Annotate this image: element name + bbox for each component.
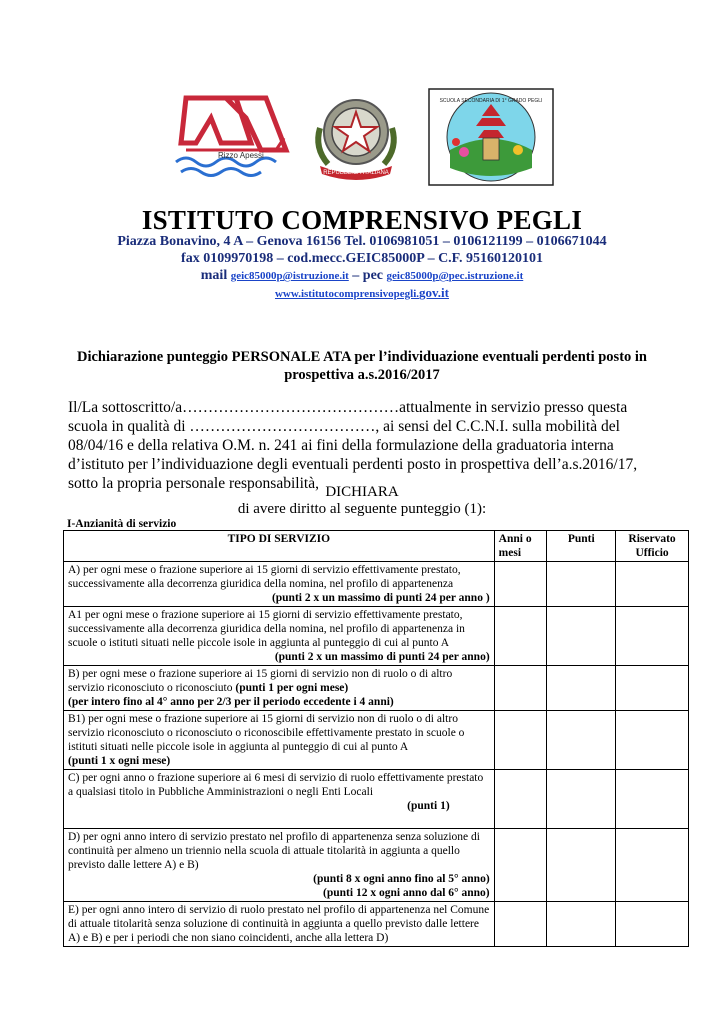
row-c-points-cell[interactable] bbox=[547, 770, 616, 829]
website-tld: gov.it bbox=[419, 285, 449, 300]
row-a1-office-cell bbox=[616, 607, 689, 666]
row-d-points-cell[interactable] bbox=[547, 829, 616, 902]
row-e-text: E) per ogni anno intero di servizio di ruolo prestato nel profilo di appartenenza nel Comune di attuale titolarità senza soluzione di continuità in aggiunta a quello previsto dalle lettere A) e B) e per i periodi che non siano coincidenti, anche alla lettera D) bbox=[68, 904, 490, 944]
row-d-desc bbox=[64, 829, 495, 902]
row-a-points: (punti 2 x un massimo di punti 24 per anno ) bbox=[271, 592, 490, 604]
pec-link[interactable]: geic85000p@pec.istruzione.it bbox=[386, 270, 524, 282]
table-row bbox=[64, 770, 689, 829]
website-line bbox=[0, 285, 724, 302]
row-a-years-cell[interactable] bbox=[494, 562, 547, 607]
row-e-years-cell[interactable] bbox=[494, 902, 547, 947]
rizzo-apessi-caption: Rizzo Apessi bbox=[218, 151, 264, 160]
declaration-body: Il/La sottoscritto/a……………………………………attualmente in servizio presso questa scuola in qualità di ………………………………, ai sensi del C.C.N.I. sulla mobilità del 08/04/16 e della relativa O.M. n. 241 ai fini della formulazione della graduatoria interna d’istituto per l’individuazione degli eventuali perdenti posto in prospettiva dell’a.s.2016/17, sotto la propria personale responsabilità, bbox=[68, 399, 638, 492]
row-e-office-cell bbox=[616, 902, 689, 947]
declaration-heading: DICHIARA bbox=[325, 484, 399, 500]
mail-link[interactable]: geic85000p@istruzione.it bbox=[230, 270, 349, 282]
row-a-points-cell[interactable] bbox=[547, 562, 616, 607]
row-b1-points: (punti 1 x ogni mese) bbox=[68, 755, 171, 767]
italian-republic-emblem bbox=[306, 88, 406, 180]
school-logo-caption: SCUOLA SECONDARIA DI 1° GRADO PEGLI bbox=[439, 98, 543, 104]
row-c-spacer bbox=[68, 813, 490, 827]
table-header-row bbox=[64, 531, 689, 562]
header-office-reserved: Riservato Ufficio bbox=[616, 531, 689, 562]
rizzo-apessi-logo bbox=[166, 88, 296, 180]
row-b-text: B) per ogni mese o frazione superiore ai 15 giorni di servizio non di ruolo o di altro servizio riconosciuto o riconosciuto bbox=[68, 668, 453, 694]
row-c-points: (punti 1) bbox=[407, 800, 450, 812]
row-a1-text: A1 per ogni mese o frazione superiore ai 15 giorni di servizio effettivamente prestato, successivamente alla decorrenza giuridica della nomina, nel profilo di appartenenza in scuole o istituti situati nelle piccole isole in aggiunta al punteggio di cui al punto A bbox=[68, 609, 465, 649]
declaration-subheading: di avere diritto al seguente punteggio (1): bbox=[237, 501, 487, 517]
row-d-points: (punti 8 x ogni anno fino al 5° anno) bbox=[313, 873, 490, 885]
row-d-points-note: (punti 12 x ogni anno dal 6° anno) bbox=[323, 887, 490, 899]
row-b-points: (punti 1 per ogni mese) bbox=[235, 682, 349, 694]
row-b1-years-cell[interactable] bbox=[494, 711, 547, 770]
row-d-years-cell[interactable] bbox=[494, 829, 547, 902]
row-c-office-cell bbox=[616, 770, 689, 829]
emblem-caption: REPUBBLICA ITALIANA bbox=[323, 170, 389, 176]
row-c-text: C) per ogni anno o frazione superiore ai 6 mesi di servizio di ruolo effettivamente prestato a qualsiasi titolo in Pubbliche Amministrazioni o negli Enti Locali bbox=[68, 772, 484, 798]
row-a1-points-cell[interactable] bbox=[547, 607, 616, 666]
school-title: ISTITUTO COMPRENSIVO PEGLI bbox=[141, 205, 583, 235]
fax-code-line: fax 0109970198 – cod.mecc.GEIC85000P – C.F. 95160120101 bbox=[181, 251, 543, 266]
row-c-years-cell[interactable] bbox=[494, 770, 547, 829]
row-a1-desc bbox=[64, 607, 495, 666]
row-d-office-cell bbox=[616, 829, 689, 902]
row-e-desc bbox=[64, 902, 495, 947]
header-points: Punti bbox=[547, 531, 616, 562]
row-b1-desc bbox=[64, 711, 495, 770]
email-line bbox=[0, 268, 724, 284]
table-row bbox=[64, 666, 689, 711]
row-d-text: D) per ogni anno intero di servizio prestato nel profilo di appartenenza senza soluzione di continuità per almeno un triennio nella scuola di attuale titolarità in aggiunta a quello previsto dalle lettere A) e B) bbox=[68, 831, 480, 871]
row-b-office-cell bbox=[616, 666, 689, 711]
section-title: I-Anzianità di servizio bbox=[67, 518, 177, 530]
row-b1-points-cell[interactable] bbox=[547, 711, 616, 770]
table-row bbox=[64, 711, 689, 770]
website-link[interactable] bbox=[274, 285, 449, 300]
row-c-desc bbox=[64, 770, 495, 829]
row-b-points-note: (per intero fino al 4° anno per 2/3 per il periodo eccedente i 4 anni) bbox=[68, 696, 394, 708]
row-a-desc bbox=[64, 562, 495, 607]
row-e-points-cell[interactable] bbox=[547, 902, 616, 947]
mail-label: mail bbox=[200, 268, 231, 283]
school-pagoda-logo bbox=[428, 88, 554, 186]
table-row bbox=[64, 829, 689, 902]
row-b-text-wrap bbox=[68, 667, 490, 695]
row-a1-years-cell[interactable] bbox=[494, 607, 547, 666]
row-a-text: A) per ogni mese o frazione superiore ai 15 giorni di servizio effettivamente prestato, successivamente alla decorrenza giuridica della nomina, nel profilo di appartenenza bbox=[68, 564, 461, 590]
pec-label: – pec bbox=[348, 268, 387, 283]
address-line: Piazza Bonavino, 4 A – Genova 16156 Tel. 0106981051 – 0106121199 – 0106671044 bbox=[117, 234, 607, 249]
table-row bbox=[64, 902, 689, 947]
website-domain: www.istitutocomprensivopegli. bbox=[274, 288, 420, 300]
table-row bbox=[64, 562, 689, 607]
row-b1-text: B1) per ogni mese o frazione superiore ai 15 giorni di servizio non di ruolo o di altro servizio riconosciuto o riconosciuto o riconoscibile effettivamente prestato in scuole o istituti situati nelle piccole isole in aggiunta al punteggio di cui al punto A bbox=[68, 713, 465, 753]
header-service-type: TIPO DI SERVIZIO bbox=[64, 531, 495, 562]
table-row bbox=[64, 607, 689, 666]
row-a-office-cell bbox=[616, 562, 689, 607]
row-b1-office-cell bbox=[616, 711, 689, 770]
row-b-years-cell[interactable] bbox=[494, 666, 547, 711]
service-table bbox=[63, 530, 689, 947]
document-subject: Dichiarazione punteggio PERSONALE ATA per l’individuazione eventuali perdenti posto in prospettiva a.s.2016/2017 bbox=[77, 349, 647, 383]
row-b-desc bbox=[64, 666, 495, 711]
row-a1-points: (punti 2 x un massimo di punti 24 per anno) bbox=[274, 651, 490, 663]
header-years-months: Anni o mesi bbox=[494, 531, 547, 562]
logo-bar bbox=[166, 88, 556, 188]
row-b-points-cell[interactable] bbox=[547, 666, 616, 711]
